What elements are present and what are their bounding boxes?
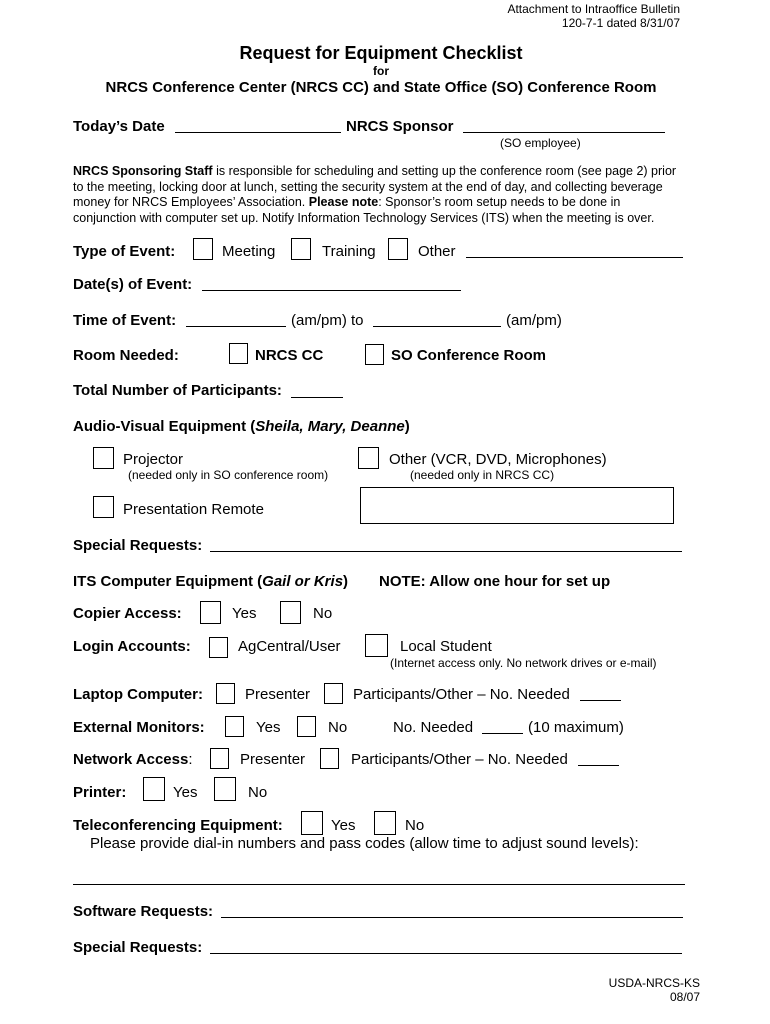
av-contacts: Sheila, Mary, Deanne <box>255 418 405 435</box>
network-presenter-checkbox[interactable] <box>210 748 229 769</box>
laptop-presenter-checkbox[interactable] <box>216 683 235 704</box>
monitors-label: External Monitors: <box>73 719 205 736</box>
software-requests-field[interactable] <box>221 917 683 918</box>
login-local-checkbox[interactable] <box>365 634 388 657</box>
its-contacts: Gail or Kris <box>262 573 344 590</box>
copier-yes-checkbox[interactable] <box>200 601 221 624</box>
telecon-yes-checkbox[interactable] <box>301 811 323 835</box>
printer-yes-label: Yes <box>173 784 198 801</box>
telecon-note: Please provide dial-in numbers and pass codes (allow time to adjust sound levels): <box>90 835 639 852</box>
instructions-note-label: Please note <box>308 195 379 209</box>
monitors-yes-label: Yes <box>256 719 281 736</box>
av-heading <box>73 418 410 435</box>
its-setup-note: NOTE: Allow one hour for set up <box>379 573 611 590</box>
projector-checkbox[interactable] <box>93 447 114 469</box>
instructions-line1: is responsible for scheduling and setting up the conference room (see page 2) prior <box>212 164 677 178</box>
instructions-line3b: : Sponsor’s room setup needs to be done in <box>378 195 621 209</box>
other-event-checkbox[interactable] <box>388 238 408 260</box>
monitors-no-label: No <box>328 719 348 736</box>
monitors-no-checkbox[interactable] <box>297 716 316 737</box>
laptop-participants-checkbox[interactable] <box>324 683 343 704</box>
dates-of-event-field[interactable] <box>202 290 461 291</box>
instructions-line2: to the meeting, locking door at lunch, setting the security system at the end of day, and collecting beverage <box>73 179 663 194</box>
dates-of-event-label: Date(s) of Event: <box>73 276 193 293</box>
av-other-checkbox[interactable] <box>358 447 379 469</box>
room-so-checkbox[interactable] <box>365 344 384 365</box>
network-label-colon: : <box>188 751 193 768</box>
participants-field[interactable] <box>291 397 343 398</box>
telecon-label: Teleconferencing Equipment: <box>73 817 283 834</box>
end-time-field[interactable] <box>373 326 501 327</box>
login-ag-checkbox[interactable] <box>209 637 228 658</box>
login-ag-label: AgCentral/User <box>238 638 341 655</box>
network-participants-checkbox[interactable] <box>320 748 339 769</box>
todays-date-field[interactable] <box>175 132 341 133</box>
av-heading-text: Audio-Visual Equipment ( <box>73 418 256 435</box>
remote-checkbox[interactable] <box>93 496 114 518</box>
footer-date: 08/07 <box>669 990 700 1004</box>
ampm-to-label: (am/pm) to <box>291 312 364 329</box>
training-label: Training <box>322 243 376 260</box>
attachment-note: Attachment to Intraoffice Bulletin <box>507 2 680 16</box>
start-time-field[interactable] <box>186 326 286 327</box>
printer-yes-checkbox[interactable] <box>143 777 165 801</box>
sponsor-note: (SO employee) <box>500 136 581 150</box>
room-cc-label: NRCS CC <box>255 347 324 364</box>
remote-label: Presentation Remote <box>123 501 264 518</box>
telecon-yes-label: Yes <box>331 817 356 834</box>
title-for: for <box>373 64 389 78</box>
room-cc-checkbox[interactable] <box>229 343 248 364</box>
room-needed-label: Room Needed: <box>73 347 179 364</box>
its-special-requests-label: Special Requests: <box>73 939 203 956</box>
type-of-event-label: Type of Event: <box>73 243 176 260</box>
network-presenter-label: Presenter <box>240 751 306 768</box>
copier-no-label: No <box>313 605 333 622</box>
av-heading-close: ) <box>404 418 410 435</box>
av-other-note: (needed only in NRCS CC) <box>410 468 555 482</box>
todays-date-label: Today’s Date <box>73 118 165 135</box>
login-label: Login Accounts: <box>73 638 191 655</box>
av-other-label: Other (VCR, DVD, Microphones) <box>389 451 607 468</box>
other-event-field[interactable] <box>466 257 683 258</box>
av-other-details-box[interactable] <box>360 487 674 524</box>
laptop-label: Laptop Computer: <box>73 686 203 703</box>
meeting-label: Meeting <box>222 243 276 260</box>
monitors-needed-label: No. Needed <box>393 719 474 736</box>
footer-agency: USDA-NRCS-KS <box>608 976 700 990</box>
printer-label: Printer: <box>73 784 127 801</box>
network-participants-label: Participants/Other – No. Needed <box>351 751 568 768</box>
its-heading-text: ITS Computer Equipment ( <box>73 573 263 590</box>
its-heading-close: ) <box>343 573 349 590</box>
av-special-requests-label: Special Requests: <box>73 537 203 554</box>
laptop-participants-label: Participants/Other – No. Needed <box>353 686 570 703</box>
page-subtitle: NRCS Conference Center (NRCS CC) and State Office (SO) Conference Room <box>105 79 657 96</box>
instructions-line4: conjunction with computer set up. Notify Information Technology Services (ITS) when the meeting is over. <box>73 210 655 225</box>
telecon-no-label: No <box>405 817 425 834</box>
laptop-presenter-label: Presenter <box>245 686 311 703</box>
projector-note: (needed only in SO conference room) <box>128 468 329 482</box>
network-label <box>73 751 193 768</box>
login-local-note: (Internet access only. No network drives or e-mail) <box>390 656 657 670</box>
meeting-checkbox[interactable] <box>193 238 213 260</box>
laptop-count-field[interactable] <box>580 700 621 701</box>
login-local-label: Local Student <box>400 638 492 655</box>
instructions-line3a: money for NRCS Employees’ Association. <box>73 195 309 209</box>
monitors-count-field[interactable] <box>482 733 523 734</box>
telecon-no-checkbox[interactable] <box>374 811 396 835</box>
ampm-label: (am/pm) <box>506 312 562 329</box>
instructions-paragraph <box>73 164 703 226</box>
page-title: Request for Equipment Checklist <box>239 43 523 63</box>
sponsor-field[interactable] <box>463 132 665 133</box>
network-label-text: Network Access <box>73 751 189 768</box>
network-count-field[interactable] <box>578 765 619 766</box>
time-of-event-label: Time of Event: <box>73 312 177 329</box>
sponsor-label: NRCS Sponsor <box>346 118 454 135</box>
printer-no-checkbox[interactable] <box>214 777 236 801</box>
software-requests-label: Software Requests: <box>73 903 214 920</box>
its-heading <box>73 573 348 590</box>
room-so-label: SO Conference Room <box>391 347 547 364</box>
projector-label: Projector <box>123 451 184 468</box>
participants-label: Total Number of Participants: <box>73 382 282 399</box>
copier-yes-label: Yes <box>232 605 257 622</box>
bulletin-number: 120-7-1 dated 8/31/07 <box>561 16 680 30</box>
monitors-max-label: (10 maximum) <box>528 719 624 736</box>
av-special-requests-field[interactable] <box>210 551 682 552</box>
telecon-details-field[interactable] <box>73 884 685 885</box>
instructions-lead: NRCS Sponsoring Staff <box>73 164 213 178</box>
its-special-requests-field[interactable] <box>210 953 682 954</box>
printer-no-label: No <box>248 784 268 801</box>
copier-no-checkbox[interactable] <box>280 601 301 624</box>
training-checkbox[interactable] <box>291 238 311 260</box>
copier-label: Copier Access: <box>73 605 182 622</box>
other-event-label: Other <box>418 243 456 260</box>
monitors-yes-checkbox[interactable] <box>225 716 244 737</box>
